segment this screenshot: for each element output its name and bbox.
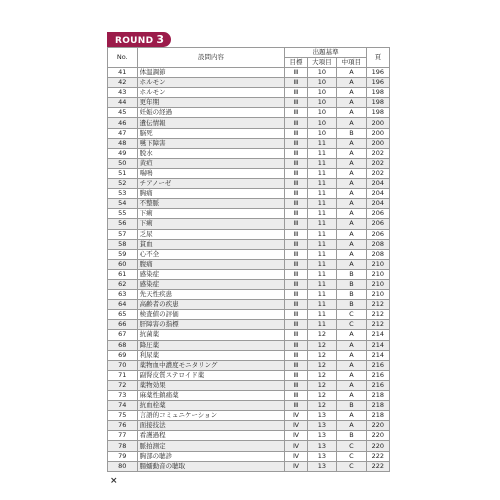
row-number: 74	[108, 401, 138, 411]
row-page: 220	[366, 441, 389, 451]
row-number: 44	[108, 98, 138, 108]
row-number: 58	[108, 239, 138, 249]
round-number: 3	[156, 33, 165, 46]
row-page: 204	[366, 189, 389, 199]
row-content: 妊娠の経過	[137, 108, 285, 118]
table-row	[108, 179, 390, 189]
row-category: Ⅲ	[285, 128, 307, 138]
row-middle: B	[337, 269, 367, 279]
row-page: 214	[366, 330, 389, 340]
row-page: 216	[366, 380, 389, 390]
row-number: 76	[108, 421, 138, 431]
table-row	[108, 78, 390, 88]
row-middle: C	[337, 310, 367, 320]
row-content: 貧血	[137, 239, 285, 249]
header-no: No.	[108, 48, 138, 68]
row-content: 高齢者の疾患	[137, 300, 285, 310]
table-row	[108, 330, 390, 340]
row-major: 11	[307, 290, 337, 300]
row-page: 210	[366, 279, 389, 289]
row-page: 200	[366, 138, 389, 148]
row-major: 11	[307, 199, 337, 209]
header-category: 目標	[285, 58, 307, 68]
row-category: Ⅲ	[285, 209, 307, 219]
row-middle: A	[337, 340, 367, 350]
row-content: 体温調節	[137, 68, 285, 78]
row-middle: A	[337, 330, 367, 340]
row-page: 208	[366, 239, 389, 249]
row-category: Ⅲ	[285, 360, 307, 370]
table-row	[108, 239, 390, 249]
row-page: 196	[366, 78, 389, 88]
row-number: 45	[108, 108, 138, 118]
row-content: 感染症	[137, 279, 285, 289]
table-row	[108, 88, 390, 98]
question-table	[107, 47, 390, 472]
row-category: Ⅲ	[285, 98, 307, 108]
row-number: 56	[108, 219, 138, 229]
row-number: 51	[108, 168, 138, 178]
table-row	[108, 391, 390, 401]
row-page: 212	[366, 320, 389, 330]
row-category: Ⅲ	[285, 239, 307, 249]
row-number: 48	[108, 138, 138, 148]
row-major: 12	[307, 330, 337, 340]
row-category: Ⅲ	[285, 148, 307, 158]
row-major: 12	[307, 340, 337, 350]
row-content: 下痢	[137, 219, 285, 229]
table-row	[108, 138, 390, 148]
row-content: 感染症	[137, 269, 285, 279]
table-row	[108, 441, 390, 451]
row-category: Ⅲ	[285, 269, 307, 279]
row-major: 11	[307, 279, 337, 289]
row-page: 200	[366, 118, 389, 128]
row-number: 55	[108, 209, 138, 219]
row-middle: A	[337, 380, 367, 390]
header-criteria: 出題基準	[285, 48, 366, 58]
row-page: 202	[366, 148, 389, 158]
row-content: 降圧薬	[137, 340, 285, 350]
row-content: チアノーゼ	[137, 179, 285, 189]
row-category: Ⅲ	[285, 189, 307, 199]
row-number: 67	[108, 330, 138, 340]
row-middle: A	[337, 168, 367, 178]
table-row	[108, 128, 390, 138]
row-category: Ⅲ	[285, 330, 307, 340]
row-middle: A	[337, 209, 367, 219]
row-middle: A	[337, 259, 367, 269]
row-number: 62	[108, 279, 138, 289]
row-major: 10	[307, 68, 337, 78]
row-content: 胸痛	[137, 189, 285, 199]
table-row	[108, 279, 390, 289]
row-middle: A	[337, 239, 367, 249]
row-middle: A	[337, 350, 367, 360]
row-number: 71	[108, 370, 138, 380]
header-page: 頁	[366, 48, 389, 68]
row-major: 13	[307, 421, 337, 431]
row-content: 乏尿	[137, 229, 285, 239]
row-content: 不整脈	[137, 199, 285, 209]
row-number: 50	[108, 158, 138, 168]
row-number: 46	[108, 118, 138, 128]
row-major: 11	[307, 259, 337, 269]
row-major: 11	[307, 300, 337, 310]
row-middle: A	[337, 391, 367, 401]
row-major: 11	[307, 158, 337, 168]
row-page: 200	[366, 128, 389, 138]
row-middle: A	[337, 189, 367, 199]
row-middle: B	[337, 128, 367, 138]
row-major: 10	[307, 108, 337, 118]
row-page: 204	[366, 199, 389, 209]
table-row	[108, 148, 390, 158]
row-category: Ⅳ	[285, 431, 307, 441]
row-middle: C	[337, 461, 367, 471]
row-content: 腹痛	[137, 259, 285, 269]
row-middle: A	[337, 98, 367, 108]
table-row	[108, 229, 390, 239]
row-page: 212	[366, 310, 389, 320]
row-category: Ⅲ	[285, 300, 307, 310]
table-row	[108, 451, 390, 461]
row-category: Ⅲ	[285, 78, 307, 88]
table-row	[108, 249, 390, 259]
row-category: Ⅲ	[285, 279, 307, 289]
table-row	[108, 360, 390, 370]
row-category: Ⅲ	[285, 219, 307, 229]
row-major: 13	[307, 451, 337, 461]
row-number: 41	[108, 68, 138, 78]
table-row	[108, 350, 390, 360]
row-content: 薬物血中濃度モニタリング	[137, 360, 285, 370]
row-major: 10	[307, 128, 337, 138]
table-row	[108, 168, 390, 178]
row-number: 80	[108, 461, 138, 471]
row-number: 60	[108, 259, 138, 269]
row-middle: B	[337, 279, 367, 289]
row-page: 208	[366, 249, 389, 259]
row-number: 42	[108, 78, 138, 88]
row-content: 麻薬性鎮痛薬	[137, 391, 285, 401]
row-middle: A	[337, 158, 367, 168]
row-middle: A	[337, 229, 367, 239]
row-page: 206	[366, 219, 389, 229]
row-number: 72	[108, 380, 138, 390]
row-middle: C	[337, 320, 367, 330]
row-major: 11	[307, 189, 337, 199]
row-middle: A	[337, 88, 367, 98]
row-page: 210	[366, 290, 389, 300]
row-category: Ⅲ	[285, 290, 307, 300]
table-row	[108, 189, 390, 199]
row-middle: A	[337, 78, 367, 88]
row-content: 遺伝情報	[137, 118, 285, 128]
row-page: 222	[366, 461, 389, 471]
row-number: 70	[108, 360, 138, 370]
row-major: 11	[307, 148, 337, 158]
table-row	[108, 310, 390, 320]
table-row	[108, 108, 390, 118]
row-number: 77	[108, 431, 138, 441]
row-page: 214	[366, 340, 389, 350]
row-number: 53	[108, 189, 138, 199]
row-major: 12	[307, 401, 337, 411]
row-page: 220	[366, 421, 389, 431]
row-middle: B	[337, 300, 367, 310]
row-category: Ⅲ	[285, 350, 307, 360]
row-number: 59	[108, 249, 138, 259]
table-row	[108, 219, 390, 229]
row-middle: C	[337, 451, 367, 461]
table-row	[108, 209, 390, 219]
row-major: 13	[307, 441, 337, 451]
row-page: 216	[366, 360, 389, 370]
row-major: 13	[307, 431, 337, 441]
table-row	[108, 269, 390, 279]
row-content: 肝障害の指標	[137, 320, 285, 330]
row-content: 面接技法	[137, 421, 285, 431]
round-badge	[107, 32, 171, 47]
row-number: 78	[108, 441, 138, 451]
row-category: Ⅲ	[285, 310, 307, 320]
row-middle: A	[337, 179, 367, 189]
page-marker: ×	[110, 476, 118, 486]
row-number: 63	[108, 290, 138, 300]
row-content: 喘鳴	[137, 168, 285, 178]
row-category: Ⅲ	[285, 68, 307, 78]
row-content: 心不全	[137, 249, 285, 259]
row-page: 198	[366, 98, 389, 108]
row-major: 11	[307, 138, 337, 148]
table-row	[108, 411, 390, 421]
row-middle: A	[337, 411, 367, 421]
row-content: 脳死	[137, 128, 285, 138]
row-page: 196	[366, 68, 389, 78]
row-category: Ⅲ	[285, 401, 307, 411]
header-middle: 中項目	[337, 58, 367, 68]
row-number: 68	[108, 340, 138, 350]
row-category: Ⅲ	[285, 118, 307, 128]
row-number: 79	[108, 451, 138, 461]
row-page: 222	[366, 451, 389, 461]
row-category: Ⅲ	[285, 320, 307, 330]
row-page: 220	[366, 431, 389, 441]
row-page: 198	[366, 88, 389, 98]
row-content: 更年期	[137, 98, 285, 108]
row-middle: A	[337, 108, 367, 118]
row-content: 脈拍測定	[137, 441, 285, 451]
row-content: 副腎皮質ステロイド薬	[137, 370, 285, 380]
row-middle: B	[337, 290, 367, 300]
row-category: Ⅲ	[285, 88, 307, 98]
row-content: ホルモン	[137, 88, 285, 98]
row-major: 12	[307, 380, 337, 390]
row-middle: A	[337, 138, 367, 148]
table-row	[108, 199, 390, 209]
row-category: Ⅳ	[285, 421, 307, 431]
row-page: 218	[366, 411, 389, 421]
row-middle: A	[337, 118, 367, 128]
row-major: 11	[307, 269, 337, 279]
row-middle: A	[337, 360, 367, 370]
row-major: 11	[307, 249, 337, 259]
row-page: 210	[366, 259, 389, 269]
row-page: 212	[366, 300, 389, 310]
row-page: 214	[366, 350, 389, 360]
header-content: 設問内容	[137, 48, 285, 68]
row-content: 腸蠕動音の聴取	[137, 461, 285, 471]
row-page: 198	[366, 108, 389, 118]
table-row	[108, 320, 390, 330]
row-content: ホルモン	[137, 78, 285, 88]
row-category: Ⅲ	[285, 199, 307, 209]
header-major: 大項目	[307, 58, 337, 68]
row-number: 47	[108, 128, 138, 138]
table-row	[108, 340, 390, 350]
row-page: 210	[366, 269, 389, 279]
row-page: 204	[366, 179, 389, 189]
row-major: 11	[307, 168, 337, 178]
row-content: 抗血栓薬	[137, 401, 285, 411]
row-middle: B	[337, 401, 367, 411]
row-category: Ⅳ	[285, 461, 307, 471]
row-number: 69	[108, 350, 138, 360]
row-major: 10	[307, 78, 337, 88]
row-content: 利尿薬	[137, 350, 285, 360]
row-page: 202	[366, 158, 389, 168]
row-number: 65	[108, 310, 138, 320]
row-content: 黄疸	[137, 158, 285, 168]
row-page: 218	[366, 401, 389, 411]
row-major: 11	[307, 219, 337, 229]
row-major: 11	[307, 310, 337, 320]
row-content: 薬物効果	[137, 380, 285, 390]
table-row	[108, 461, 390, 471]
row-number: 52	[108, 179, 138, 189]
table-body	[108, 68, 390, 472]
row-content: 先天性疾患	[137, 290, 285, 300]
row-category: Ⅲ	[285, 380, 307, 390]
row-middle: A	[337, 219, 367, 229]
table-row	[108, 118, 390, 128]
row-middle: A	[337, 68, 367, 78]
row-number: 43	[108, 88, 138, 98]
row-major: 12	[307, 370, 337, 380]
table-row	[108, 431, 390, 441]
row-number: 64	[108, 300, 138, 310]
row-middle: B	[337, 431, 367, 441]
row-content: 嚥下障害	[137, 138, 285, 148]
table-row	[108, 98, 390, 108]
row-content: 看護過程	[137, 431, 285, 441]
row-number: 66	[108, 320, 138, 330]
row-middle: A	[337, 148, 367, 158]
row-content: 下痢	[137, 209, 285, 219]
row-category: Ⅲ	[285, 370, 307, 380]
row-middle: A	[337, 370, 367, 380]
row-content: 脱水	[137, 148, 285, 158]
row-major: 11	[307, 229, 337, 239]
table-row	[108, 259, 390, 269]
row-major: 12	[307, 391, 337, 401]
row-middle: A	[337, 421, 367, 431]
table-row	[108, 290, 390, 300]
row-number: 61	[108, 269, 138, 279]
round-label: ROUND	[115, 36, 154, 46]
row-major: 11	[307, 320, 337, 330]
row-middle: A	[337, 199, 367, 209]
row-page: 202	[366, 168, 389, 178]
table-row	[108, 421, 390, 431]
row-category: Ⅲ	[285, 249, 307, 259]
row-category: Ⅲ	[285, 229, 307, 239]
row-category: Ⅲ	[285, 259, 307, 269]
row-major: 10	[307, 88, 337, 98]
table-row	[108, 68, 390, 78]
row-category: Ⅲ	[285, 108, 307, 118]
row-content: 言語的コミュニケーション	[137, 411, 285, 421]
row-page: 216	[366, 370, 389, 380]
row-major: 10	[307, 98, 337, 108]
row-category: Ⅲ	[285, 340, 307, 350]
row-major: 11	[307, 209, 337, 219]
row-major: 10	[307, 118, 337, 128]
row-page: 206	[366, 209, 389, 219]
row-category: Ⅲ	[285, 179, 307, 189]
row-number: 75	[108, 411, 138, 421]
row-category: Ⅲ	[285, 168, 307, 178]
row-number: 54	[108, 199, 138, 209]
row-major: 12	[307, 350, 337, 360]
table-row	[108, 401, 390, 411]
row-page: 218	[366, 391, 389, 401]
row-content: 胸部の聴診	[137, 451, 285, 461]
row-major: 13	[307, 411, 337, 421]
row-category: Ⅲ	[285, 158, 307, 168]
row-page: 206	[366, 229, 389, 239]
table-row	[108, 300, 390, 310]
row-content: 検査値の評価	[137, 310, 285, 320]
row-major: 12	[307, 360, 337, 370]
row-category: Ⅳ	[285, 411, 307, 421]
row-category: Ⅳ	[285, 451, 307, 461]
row-middle: A	[337, 249, 367, 259]
row-content: 抗菌薬	[137, 330, 285, 340]
row-major: 13	[307, 461, 337, 471]
table-row	[108, 370, 390, 380]
row-number: 57	[108, 229, 138, 239]
row-major: 11	[307, 239, 337, 249]
table-row	[108, 158, 390, 168]
row-middle: C	[337, 441, 367, 451]
row-number: 49	[108, 148, 138, 158]
row-number: 73	[108, 391, 138, 401]
row-major: 11	[307, 179, 337, 189]
row-category: Ⅲ	[285, 138, 307, 148]
row-category: Ⅲ	[285, 391, 307, 401]
table-row	[108, 380, 390, 390]
row-category: Ⅳ	[285, 441, 307, 451]
